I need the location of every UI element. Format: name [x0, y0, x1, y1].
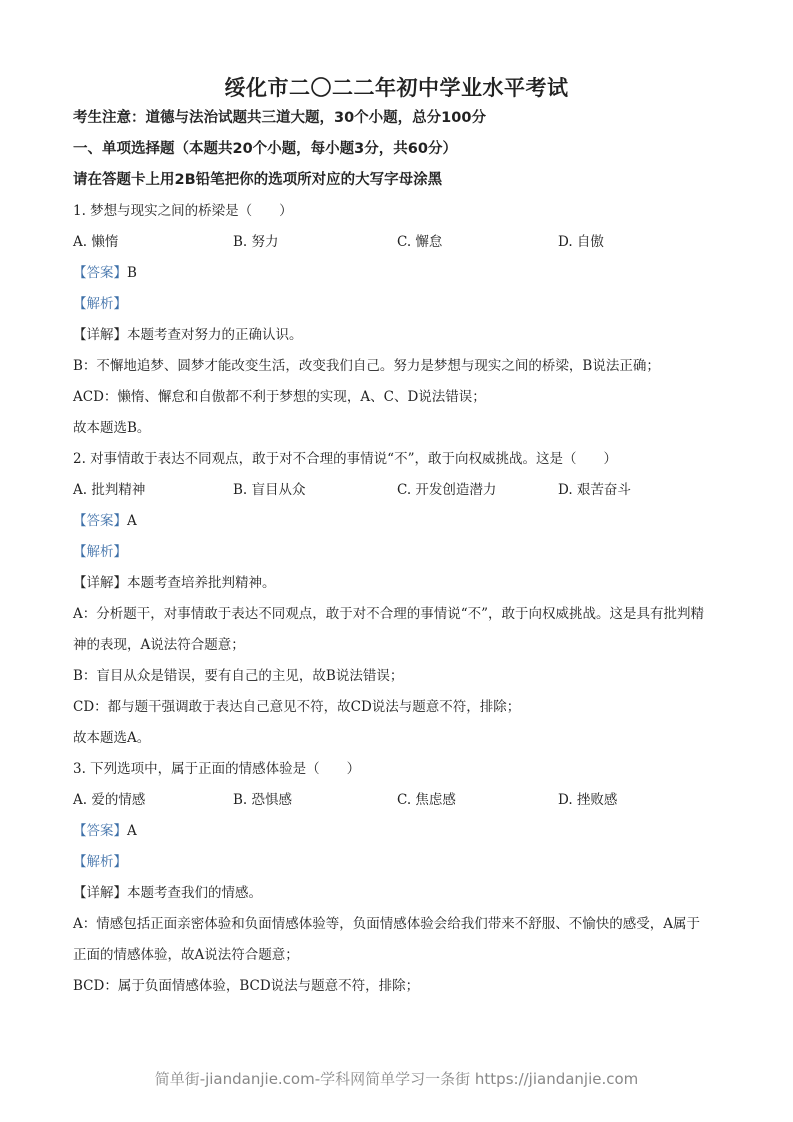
question-stem: 3. 下列选项中，属于正面的情感体验是（ ）	[73, 761, 361, 777]
detail-label: 【详解】	[73, 885, 127, 901]
explanation-line: 神的表现，A说法符合题意；	[73, 637, 245, 653]
answer-line	[73, 506, 733, 537]
explanation-line: CD：都与题干强调敢于表达自己意见不符，故CD说法与题意不符，排除；	[73, 699, 521, 715]
exam-notice: 考生注意：道德与法治试题共三道大题，30个小题，总分100分	[73, 110, 486, 126]
detail-label: 【详解】	[73, 575, 127, 591]
detail-text: 本题考查我们的情感。	[127, 885, 262, 901]
explanation-line: B：盲目从众是错误，要有自己的主见，故B说法错误；	[73, 668, 404, 684]
answer-line	[73, 816, 733, 847]
document-title: 绥化市二〇二二年初中学业水平考试	[224, 76, 569, 100]
explanation-line: BCD：属于负面情感体验，BCD说法与题意不符，排除；	[73, 978, 420, 994]
option-c: C. 懈怠	[397, 234, 443, 250]
instruction: 请在答题卡上用2B铅笔把你的选项所对应的大写字母涂黑	[73, 172, 443, 188]
answer-label: 【答案】	[73, 823, 127, 839]
explanation-line: 正面的情感体验，故A说法符合题意；	[73, 947, 299, 963]
analysis-label: 【解析】	[73, 854, 127, 870]
option-d: D. 挫败感	[558, 792, 618, 808]
analysis-label: 【解析】	[73, 296, 127, 312]
detail-text: 本题考查对努力的正确认识。	[127, 327, 303, 343]
option-b: B. 盲目从众	[233, 482, 306, 498]
detail-label: 【详解】	[73, 327, 127, 343]
answer-label: 【答案】	[73, 265, 127, 281]
explanation-line: ACD：懒惰、懈怠和自傲都不利于梦想的实现，A、C、D说法错误；	[73, 389, 486, 405]
section-heading: 一、单项选择题（本题共20个小题，每小题3分，共60分）	[73, 141, 457, 157]
detail-line	[73, 568, 733, 599]
options	[73, 227, 733, 258]
option-d: D. 自傲	[558, 234, 604, 250]
detail-text: 本题考查培养批判精神。	[127, 575, 276, 591]
footer-watermark: 简单街-jiandanjie.com-学科网简单学习一条街 https://jiandanjie.com	[154, 1070, 639, 1088]
answer-line	[73, 258, 733, 289]
option-a: A. 懒惰	[73, 234, 119, 250]
answer-value: B	[127, 265, 137, 281]
explanation-line: 故本题选B。	[73, 420, 151, 436]
option-c: C. 开发创造潜力	[397, 482, 497, 498]
question-stem: 1. 梦想与现实之间的桥梁是（ ）	[73, 203, 293, 219]
option-a: A. 批判精神	[73, 482, 146, 498]
question-stem: 2. 对事情敢于表达不同观点，敢于对不合理的事情说“不”，敢于向权威挑战。这是（ ）	[73, 451, 617, 467]
option-d: D. 艰苦奋斗	[558, 482, 631, 498]
options	[73, 475, 733, 506]
question-2	[73, 444, 733, 754]
question-1	[73, 196, 733, 444]
analysis-label: 【解析】	[73, 544, 127, 560]
answer-value: A	[127, 823, 137, 839]
option-b: B. 努力	[233, 234, 279, 250]
explanation-line: A：情感包括正面亲密体验和负面情感体验等，负面情感体验会给我们带来不舒服、不愉快的感受，A属于	[73, 916, 700, 932]
answer-value: A	[127, 513, 137, 529]
option-c: C. 焦虑感	[397, 792, 456, 808]
option-b: B. 恐惧感	[233, 792, 293, 808]
option-a: A. 爱的情感	[73, 792, 146, 808]
explanation-line: A：分析题干，对事情敢于表达不同观点，敢于对不合理的事情说“不”，敢于向权威挑战。这是具有批判精	[73, 606, 705, 622]
detail-line	[73, 320, 733, 351]
question-3	[73, 754, 733, 1002]
answer-label: 【答案】	[73, 513, 127, 529]
detail-line	[73, 878, 733, 909]
options	[73, 785, 733, 816]
explanation-line: B：不懈地追梦、圆梦才能改变生活，改变我们自己。努力是梦想与现实之间的桥梁，B说法正确；	[73, 358, 660, 374]
explanation-line: 故本题选A。	[73, 730, 151, 746]
document-body	[73, 103, 733, 1002]
